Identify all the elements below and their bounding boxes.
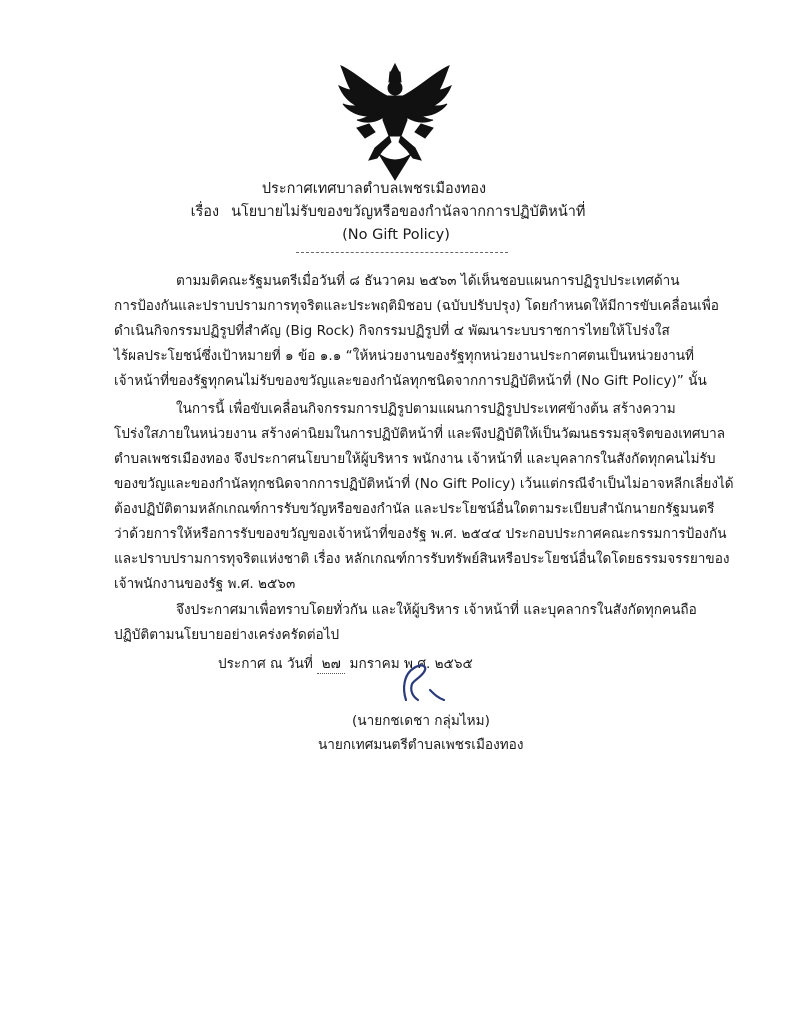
subject-text: นโยบายไม่รับของขวัญหรือของกำนัลจากการปฏิบัติหน้าที่: [231, 204, 586, 220]
date-prefix: ประกาศ ณ วันที่: [218, 656, 313, 672]
paragraph-2-line: ตำบลเพชรเมืองทอง จึงประกาศนโยบายให้ผู้บริหาร พนักงาน เจ้าหน้าที่ และบุคลากรในสังกัดทุกคนไม่รับ: [114, 451, 716, 467]
paragraph-2-line: ของขวัญและของกำนัลทุกชนิดจากการปฏิบัติหน้าที่ (No Gift Policy) เว้นแต่กรณีจำเป็นไม่อาจหลีกเลี่ยงได้: [114, 476, 734, 492]
paragraph-3-line: ปฏิบัติตามนโยบายอย่างเคร่งครัดต่อไป: [114, 627, 340, 643]
announcement-subtitle: (No Gift Policy): [342, 227, 450, 243]
date-suffix: มกราคม พ.ศ. ๒๕๖๕: [349, 656, 473, 672]
subject-label: เรื่อง: [190, 204, 220, 220]
paragraph-1-line: ไร้ผลประโยชน์ซึ่งเป้าหมายที่ ๑ ข้อ ๑.๑ “ให้หน่วยงานของรัฐทุกหน่วยงานประกาศตนเป็นหน่วยงานที่: [114, 348, 694, 364]
paragraph-2-line: และปราบปรามการทุจริตแห่งชาติ เรื่อง หลักเกณฑ์การรับทรัพย์สินหรือประโยชน์อื่นใดโดยธรรมจรรยาของ: [114, 551, 730, 567]
garuda-emblem-icon: [335, 58, 455, 182]
paragraph-2-line: โปร่งใสภายในหน่วยงาน สร้างค่านิยมในการปฏิบัติหน้าที่ และพึงปฏิบัติให้เป็นวัฒนธรรมสุจริตของเทศบาล: [114, 426, 726, 442]
paragraph-3-line: จึงประกาศมาเพื่อทราบโดยทั่วกัน และให้ผู้บริหาร เจ้าหน้าที่ และบุคลากรในสังกัดทุกคนถือ: [176, 602, 697, 618]
paragraph-2-line: ต้องปฏิบัติตามหลักเกณฑ์การรับขวัญหรือของกำนัล และประโยชน์อื่นใดตามระเบียบสำนักนายกรัฐมนตรี: [114, 501, 715, 517]
handwritten-signature: [392, 660, 452, 706]
paragraph-1-line: ดำเนินกิจกรรมปฏิรูปที่สำคัญ (Big Rock) กิจกรรมปฏิรูปที่ ๔ พัฒนาระบบราชการไทยให้โปร่งใส: [114, 323, 670, 339]
announcement-title: ประกาศเทศบาลตำบลเพชรเมืองทอง: [261, 181, 487, 197]
signer-position: นายกเทศมนตรีตำบลเพชรเมืองทอง: [318, 737, 524, 753]
paragraph-1-line: ตามมติคณะรัฐมนตรีเมื่อวันที่ ๘ ธันวาคม ๒๕๖๓ ได้เห็นชอบแผนการปฏิรูปประเทศด้าน: [176, 273, 680, 289]
paragraph-1-line: เจ้าหน้าที่ของรัฐทุกคนไม่รับของขวัญและของกำนัลทุกชนิดจากการปฏิบัติหน้าที่ (No Gift Policy)” นั้น: [114, 373, 707, 389]
paragraph-2-line: ว่าด้วยการให้หรือการรับของขวัญของเจ้าหน้าที่ของรัฐ พ.ศ. ๒๕๔๔ ประกอบประกาศคณะกรรมการป้องกัน: [114, 526, 727, 542]
date-day: ๒๗: [317, 655, 345, 673]
paragraph-2-line: ในการนี้ เพื่อขับเคลื่อนกิจกรรมการปฏิรูปตามแผนการปฏิรูปประเทศข้างต้น สร้างความ: [176, 401, 676, 417]
paragraph-2-line: เจ้าพนักงานของรัฐ พ.ศ. ๒๕๖๓: [114, 576, 296, 592]
header-divider: [296, 252, 508, 253]
signer-name: (นายกชเดชา กลุ่มไหม): [352, 713, 490, 729]
announcement-subject: [0, 202, 788, 222]
paragraph-1-line: การป้องกันและปราบปรามการทุจริตและประพฤติมิชอบ (ฉบับปรับปรุง) โดยกำหนดให้มีการขับเคลื่อนเพื่อ: [114, 298, 719, 314]
